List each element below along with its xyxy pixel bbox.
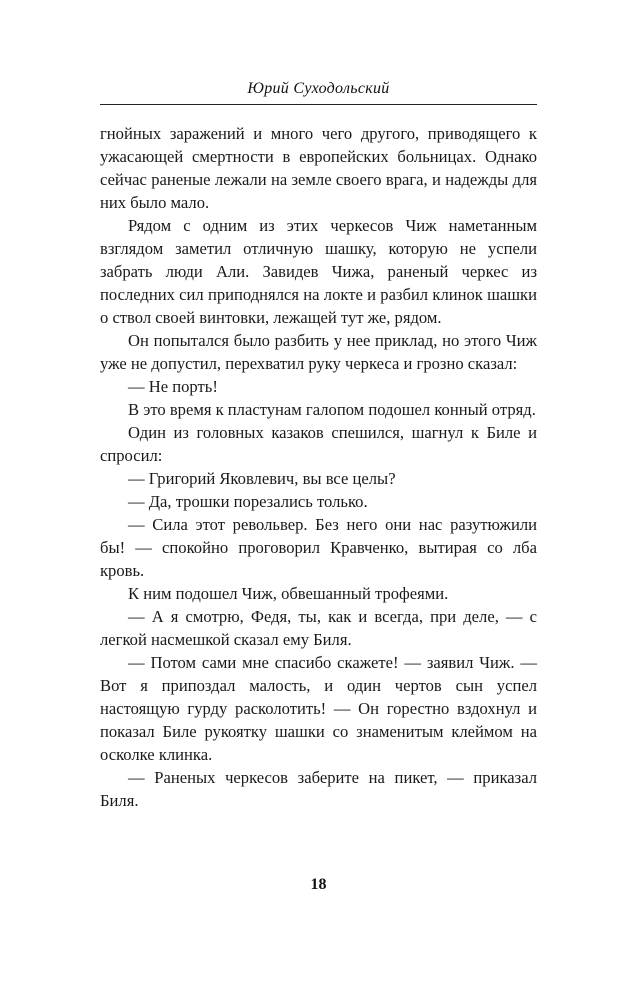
header-rule — [100, 104, 537, 105]
paragraph: — Сила этот револьвер. Без него они нас разутюжили бы! — спокойно проговорил Кравченко, вытирая со лба кровь. — [100, 515, 537, 580]
paragraph: Рядом с одним из этих черкесов Чиж наметанным взглядом заметил отличную шашку, которую не успели забрать люди Али. Завидев Чижа, раненый черкес из последних сил приподнялся на локте и разбил клинок шашки о ствол своей винтовки, лежащей тут же, рядом. — [100, 216, 537, 327]
paragraph: В это время к пластунам галопом подошел конный отряд. — [128, 400, 536, 419]
paragraph: — А я смотрю, Федя, ты, как и всегда, при деле, — с легкой насмешкой сказал ему Биля. — [100, 607, 537, 649]
paragraph: — Не порть! — [128, 377, 218, 396]
text-block — [100, 122, 537, 812]
paragraph: К ним подошел Чиж, обвешанный трофеями. — [128, 584, 449, 603]
paragraph: гнойных заражений и много чего другого, приводящего к ужасающей смертности в европейских больницах. Однако сейчас раненые лежали на земле своего врага, и надежды для них было мало. — [100, 124, 537, 212]
paragraph: Один из головных казаков спешился, шагнул к Биле и спросил: — [100, 423, 537, 465]
paragraph: — Раненых черкесов заберите на пикет, — приказал Биля. — [100, 768, 537, 810]
paragraph: — Потом сами мне спасибо скажете! — заявил Чиж. — Вот я припоздал малость, и один чертов сын успел настоящую гурду расколотить! — Он горестно вздохнул и показал Биле рукоятку шашки со знаменитым клеймом на осколке клинка. — [100, 653, 537, 764]
paragraph: — Григорий Яковлевич, вы все целы? — [128, 469, 396, 488]
running-head-author: Юрий Суходольский — [247, 80, 390, 97]
paragraph: Он попытался было разбить у нее приклад, но этого Чиж уже не допустил, перехватил руку черкеса и грозно сказал: — [100, 331, 537, 373]
paragraph: — Да, трошки порезались только. — [128, 492, 368, 511]
page-number: 18 — [310, 876, 327, 893]
